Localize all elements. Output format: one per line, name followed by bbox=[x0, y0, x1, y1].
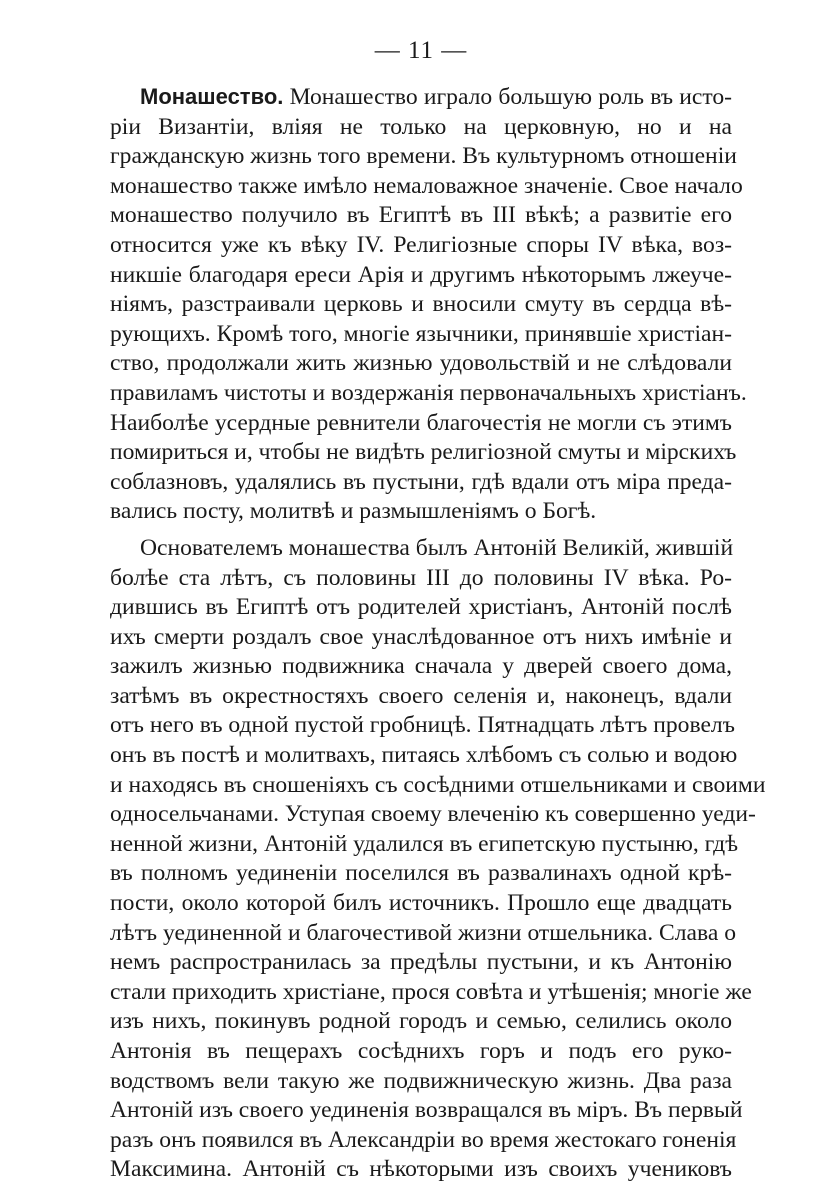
paragraph-1 bbox=[110, 82, 747, 527]
paragraph-line: разъ онъ появился въ Александріи во время жестокаго гоненія bbox=[110, 1126, 737, 1153]
page-number: — 11 — bbox=[374, 37, 468, 64]
paragraph-line bbox=[110, 82, 732, 113]
book-page bbox=[110, 36, 766, 1183]
paragraph-line: водствомъ вели такую же подвижническую жизнь. Два раза bbox=[110, 1067, 732, 1094]
paragraph-line: пости, около которой билъ источникъ. Прошло еще двадцать bbox=[110, 890, 732, 917]
paragraph-2 bbox=[110, 534, 766, 1185]
paragraph-line: ихъ смерти роздалъ свое унаслѣдованное отъ нихъ имѣніе и bbox=[110, 623, 732, 650]
paragraph-line: и находясь въ сношеніяхъ съ сосѣдними отшельниками и своими bbox=[110, 771, 766, 798]
paragraph-line: ство, продолжали жить жизнью удовольствій и не слѣдовали bbox=[110, 350, 732, 377]
paragraph-line: немъ распространилась за предѣлы пустыни, и къ Антонію bbox=[110, 949, 732, 976]
paragraph-line: Максимина. Антоній съ нѣкоторыми изъ своихъ учениковъ bbox=[110, 1156, 732, 1183]
paragraph-line: односельчанами. Уступая своему влеченію къ совершенно уеди- bbox=[110, 801, 756, 828]
paragraph-line: ненной жизни, Антоній удалился въ египетскую пустыню, гдѣ bbox=[110, 830, 738, 857]
paragraph-line: Антоній изъ своего уединенія возвращался въ міръ. Въ первый bbox=[110, 1097, 743, 1124]
paragraph-line: рующихъ. Кромѣ того, многіе язычники, принявшіе христіан- bbox=[110, 320, 732, 347]
paragraph-text: Монашество играло большую роль въ исто- bbox=[289, 84, 732, 110]
paragraph-line: вались посту, молитвѣ и размышленіямъ о Богѣ. bbox=[110, 498, 597, 525]
paragraph-line: дившись въ Египтѣ отъ родителей христіанъ, Антоній послѣ bbox=[110, 594, 732, 621]
paragraph-line: Основателемъ монашества былъ Антоній Великій, жившій bbox=[140, 534, 734, 561]
paragraph-line: Антонія въ пещерахъ сосѣднихъ горъ и подъ его руко- bbox=[110, 1038, 732, 1064]
paragraph-line: никшіе благодаря ереси Арія и другимъ нѣкоторымъ лжеуче- bbox=[110, 261, 732, 288]
paragraph-line: отъ него въ одной пустой гробницѣ. Пятнадцать лѣтъ провелъ bbox=[110, 712, 735, 739]
paragraph-line: онъ въ постѣ и молитвахъ, питаясь хлѣбомъ съ солью и водою bbox=[110, 742, 738, 769]
paragraph-line: въ полномъ уединеніи поселился въ развалинахъ одной крѣ- bbox=[110, 860, 732, 887]
paragraph-line: Наиболѣе усердные ревнители благочестія не могли съ этимъ bbox=[110, 409, 732, 436]
paragraph-line: правиламъ чистоты и воздержанія первоначальныхъ христіанъ. bbox=[110, 379, 747, 406]
paragraph-line: ріи Византіи, вліяя не только на церковную, но и на bbox=[110, 113, 732, 140]
paragraph-line: помириться и, чтобы не видѣть религіозной смуты и мірскихъ bbox=[110, 439, 737, 466]
paragraph-line: соблазновъ, удалялись въ пустыни, гдѣ вдали отъ міра преда- bbox=[110, 468, 732, 495]
paragraph-line: монашество получило въ Египтѣ въ III вѣкѣ; а развитіе его bbox=[110, 202, 732, 229]
paragraph-line: болѣе ста лѣтъ, съ половины III до половины IV вѣка. Ро- bbox=[110, 564, 732, 591]
paragraph-line: лѣтъ уединенной и благочестивой жизни отшельника. Слава о bbox=[110, 919, 737, 946]
section-heading: Монашество. bbox=[140, 84, 284, 109]
paragraph-line: гражданскую жизнь того времени. Въ культурномъ отношеніи bbox=[110, 143, 737, 170]
paragraph-line: стали приходить христіане, прося совѣта и утѣшенія; многіе же bbox=[110, 978, 752, 1005]
paragraph-line: монашество также имѣло немаловажное значеніе. Свое начало bbox=[110, 172, 743, 199]
paragraph-line: изъ нихъ, покинувъ родной городъ и семью, селились около bbox=[110, 1008, 732, 1035]
paragraph-line: затѣмъ въ окрестностяхъ своего селенія и, наконецъ, вдали bbox=[110, 682, 732, 709]
paragraph-line: ніямъ, разстраивали церковь и вносили смуту въ сердца вѣ- bbox=[110, 291, 732, 318]
paragraph-line: относится уже къ вѣку IV. Религіозные споры IV вѣка, воз- bbox=[110, 231, 732, 258]
paragraph-line: зажилъ жизнью подвижника сначала у дверей своего дома, bbox=[110, 653, 732, 680]
